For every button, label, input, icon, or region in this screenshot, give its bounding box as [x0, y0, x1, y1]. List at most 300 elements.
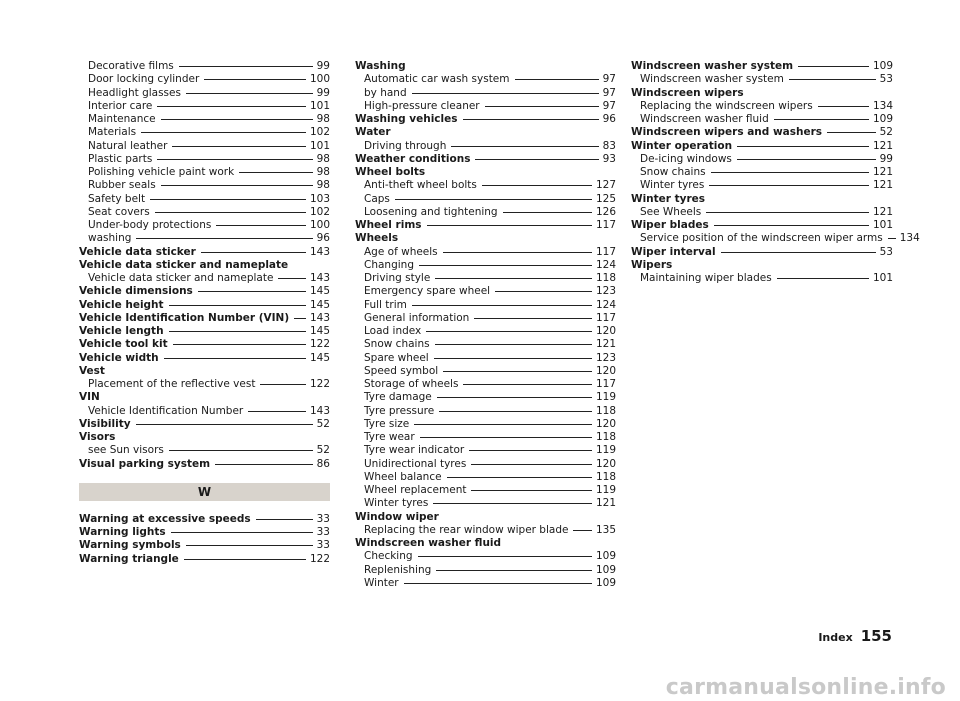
entry-page-number: 33 [316, 512, 330, 525]
entry-page-number: 83 [602, 139, 616, 152]
entry-term: Replacing the windscreen wipers [640, 99, 813, 112]
entry-term: Replacing the rear window wiper blade [364, 523, 569, 536]
entry-term: Replenishing [364, 563, 432, 576]
entry-term: Visibility [79, 417, 131, 430]
entry-term: washing [88, 232, 132, 245]
index-subentry [355, 352, 616, 365]
entry-term: Wiper interval [631, 245, 716, 258]
entry-term: Vehicle height [79, 298, 164, 311]
leader-line [439, 411, 592, 412]
index-entry [79, 285, 330, 298]
entry-term: Winter [364, 576, 399, 589]
index-subentry [79, 153, 330, 166]
entry-page-number: 53 [879, 245, 893, 258]
entry-term: Vehicle Identification Number (VIN) [79, 311, 290, 324]
index-entry [79, 513, 330, 526]
entry-term: Winter tyres [364, 497, 429, 510]
index-subentry [355, 272, 616, 285]
entry-term: Vehicle Identification Number [88, 404, 244, 417]
index-entry [631, 246, 893, 259]
index-subentry [79, 100, 330, 113]
index-entry [631, 60, 893, 73]
entry-term: Natural leather [88, 139, 168, 152]
entry-page-number: 120 [595, 364, 616, 377]
entry-term: Emergency spare wheel [364, 285, 491, 298]
entry-term: Interior care [88, 99, 153, 112]
leader-line [169, 331, 306, 332]
entry-term: Warning triangle [79, 552, 179, 565]
leader-line [495, 291, 592, 292]
entry-page-number: 52 [879, 126, 893, 139]
leader-line [469, 450, 592, 451]
entry-term: Washing vehicles [355, 113, 458, 125]
leader-line [278, 278, 306, 279]
entry-page-number: 126 [595, 205, 616, 218]
leader-line [436, 570, 592, 571]
entry-term: Windscreen wipers and washers [631, 126, 823, 139]
leader-line [827, 132, 876, 133]
entry-page-number: 99 [316, 60, 330, 72]
leader-line [437, 397, 592, 398]
entry-page-number: 100 [309, 73, 330, 86]
index-subentry [631, 232, 920, 245]
index-entry [355, 113, 616, 126]
index-subentry [355, 87, 616, 100]
entry-page-number: 52 [316, 417, 330, 430]
index-heading: Vehicle data sticker and nameplate [79, 258, 289, 271]
leader-line [451, 146, 598, 147]
entry-page-number: 98 [316, 166, 330, 178]
leader-line [774, 119, 869, 120]
entry-page-number: 121 [595, 497, 616, 510]
index-subentry [631, 100, 893, 113]
index-subentry [355, 471, 616, 484]
entry-term: Wiper blades [631, 219, 709, 231]
section-letter-heading: W [79, 483, 330, 501]
index-heading: Winter tyres [631, 192, 706, 205]
index-entry [79, 312, 330, 325]
leader-line [420, 437, 592, 438]
entry-page-number: 53 [879, 73, 893, 86]
entry-term: Seat covers [88, 205, 150, 218]
entry-term: Changing [364, 258, 414, 271]
entry-page-number: 119 [595, 484, 616, 496]
entry-term: Snow chains [364, 338, 430, 351]
leader-line [395, 199, 592, 200]
leader-line [204, 79, 306, 80]
index-subentry [355, 246, 616, 259]
entry-page-number: 123 [595, 285, 616, 298]
page-number: 155 [860, 627, 892, 645]
entry-term: Maintenance [88, 113, 156, 125]
leader-line [573, 530, 592, 531]
entry-term: De-icing windows [640, 152, 732, 165]
leader-line [482, 185, 592, 186]
leader-line [294, 318, 306, 319]
leader-line [714, 225, 869, 226]
entry-page-number: 109 [595, 550, 616, 563]
index-subentry [79, 140, 330, 153]
index-subentry [355, 564, 616, 577]
leader-line [173, 344, 306, 345]
index-subentry [355, 524, 616, 537]
entry-page-number: 103 [309, 192, 330, 205]
leader-line [184, 559, 306, 560]
entry-page-number: 102 [309, 126, 330, 139]
entry-page-number: 143 [309, 245, 330, 258]
index-column-3 [631, 60, 920, 285]
index-entry [631, 140, 893, 153]
entry-term: Wheel balance [364, 470, 442, 483]
entry-term: Maintaining wiper blades [640, 272, 772, 284]
entry-page-number: 101 [872, 219, 893, 231]
entry-term: Windscreen washer system [631, 60, 794, 72]
leader-line [818, 106, 869, 107]
entry-term: Visual parking system [79, 457, 211, 470]
entry-page-number: 121 [872, 139, 893, 152]
index-subentry [355, 312, 616, 325]
entry-term: Tyre wear [364, 431, 415, 443]
entry-term: Headlight glasses [88, 86, 181, 99]
index-subentry [355, 299, 616, 312]
entry-page-number: 97 [602, 73, 616, 86]
entry-term: see Sun visors [88, 444, 164, 457]
leader-line [136, 238, 312, 239]
leader-line [435, 278, 592, 279]
entry-page-number: 117 [595, 245, 616, 258]
entry-term: Vehicle dimensions [79, 285, 193, 298]
leader-line [169, 305, 306, 306]
entry-page-number: 145 [309, 351, 330, 364]
entry-term: Under-body protections [88, 219, 212, 231]
entry-page-number: 121 [872, 166, 893, 178]
entry-term: Tyre damage [364, 391, 432, 404]
index-entry [79, 553, 330, 566]
leader-line [198, 291, 306, 292]
entry-term: Warning symbols [79, 539, 181, 552]
index-subentry [79, 193, 330, 206]
leader-line [172, 146, 306, 147]
index-entry [79, 526, 330, 539]
leader-line [515, 79, 599, 80]
entry-term: High-pressure cleaner [364, 99, 480, 112]
index-subentry [631, 206, 893, 219]
entry-term: Warning lights [79, 526, 166, 538]
leader-line [474, 318, 592, 319]
index-subentry [79, 166, 330, 179]
entry-page-number: 125 [595, 192, 616, 205]
index-subentry [79, 113, 330, 126]
entry-page-number: 135 [595, 523, 616, 536]
entry-term: Spare wheel [364, 351, 429, 364]
entry-page-number: 52 [316, 444, 330, 457]
leader-line [157, 159, 312, 160]
index-subentry [631, 166, 893, 179]
index-subentry [355, 497, 616, 510]
index-heading: Washing [355, 60, 406, 72]
entry-term: Anti-theft wheel bolts [364, 179, 477, 192]
index-heading: Visors [79, 431, 116, 443]
entry-page-number: 134 [872, 99, 893, 112]
leader-line [471, 464, 592, 465]
index-heading: Window wiper [355, 510, 439, 523]
index-entry [79, 418, 330, 431]
leader-line [427, 225, 592, 226]
index-heading: Windscreen washer fluid [355, 537, 502, 549]
leader-line [161, 185, 313, 186]
index-heading: VIN [79, 391, 100, 404]
entry-page-number: 109 [595, 576, 616, 589]
index-entry [79, 539, 330, 552]
index-entry [355, 219, 616, 232]
index-entry [79, 299, 330, 312]
index-heading: Vest [79, 364, 105, 377]
leader-line [171, 532, 313, 533]
leader-line [414, 424, 592, 425]
entry-term: Vehicle data sticker [79, 245, 196, 258]
entry-term: Plastic parts [88, 152, 153, 165]
entry-page-number: 121 [595, 338, 616, 351]
index-subentry [355, 140, 616, 153]
entry-page-number: 86 [316, 457, 330, 470]
entry-page-number: 143 [309, 311, 330, 324]
index-entry [79, 338, 330, 351]
leader-line [711, 172, 869, 173]
leader-line [777, 278, 869, 279]
entry-page-number: 145 [309, 285, 330, 298]
entry-page-number: 145 [309, 298, 330, 311]
leader-line [169, 450, 313, 451]
entry-term: Vehicle data sticker and nameplate [88, 272, 274, 284]
entry-page-number: 119 [595, 391, 616, 404]
entry-page-number: 122 [309, 338, 330, 351]
index-entry [79, 352, 330, 365]
leader-line [471, 490, 591, 491]
entry-page-number: 118 [595, 404, 616, 417]
index-entry [79, 458, 330, 471]
entry-page-number: 121 [872, 205, 893, 218]
entry-page-number: 98 [316, 113, 330, 125]
entry-page-number: 117 [595, 311, 616, 324]
leader-line [164, 358, 306, 359]
leader-line [150, 199, 306, 200]
entry-term: Windscreen washer fluid [640, 113, 769, 125]
entry-page-number: 33 [316, 526, 330, 538]
entry-term: Loosening and tightening [364, 205, 498, 218]
index-entry [79, 325, 330, 338]
index-subentry [631, 73, 893, 86]
entry-page-number: 145 [309, 325, 330, 337]
entry-page-number: 99 [879, 152, 893, 165]
leader-line [503, 212, 592, 213]
index-entry [631, 126, 893, 139]
entry-page-number: 98 [316, 179, 330, 192]
leader-line [706, 212, 869, 213]
entry-page-number: 117 [595, 378, 616, 390]
index-subentry [355, 325, 616, 338]
index-subentry [355, 444, 616, 457]
index-subentry [355, 391, 616, 404]
entry-term: Service position of the windscreen wiper arms [640, 232, 883, 245]
index-heading: Wheels [355, 232, 399, 245]
entry-term: Wheel rims [355, 219, 422, 231]
leader-line [186, 93, 313, 94]
leader-line [475, 159, 598, 160]
entry-term: Weather conditions [355, 152, 471, 165]
index-heading: Windscreen wipers [631, 86, 744, 99]
entry-page-number: 123 [595, 351, 616, 364]
entry-term: Snow chains [640, 166, 706, 178]
entry-page-number: 118 [595, 470, 616, 483]
index-subentry [355, 418, 616, 431]
entry-page-number: 124 [595, 298, 616, 311]
index-subentry [355, 179, 616, 192]
index-subentry [355, 577, 616, 590]
entry-term: Winter operation [631, 139, 733, 152]
entry-page-number: 100 [309, 219, 330, 231]
leader-line [215, 464, 313, 465]
entry-term: Winter tyres [640, 179, 705, 192]
entry-term: Storage of wheels [364, 378, 459, 390]
entry-term: Materials [88, 126, 137, 139]
index-subentry [355, 73, 616, 86]
entry-page-number: 96 [316, 232, 330, 245]
footer-section-label: Index [818, 631, 853, 644]
leader-line [186, 545, 313, 546]
entry-term: Windscreen washer system [640, 73, 784, 86]
entry-page-number: 127 [595, 179, 616, 192]
index-subentry [79, 219, 330, 232]
index-subentry [355, 193, 616, 206]
entry-term: Tyre wear indicator [364, 444, 465, 457]
entry-page-number: 134 [899, 232, 920, 245]
entry-term: Checking [364, 550, 413, 563]
leader-line [248, 411, 306, 412]
index-subentry [355, 338, 616, 351]
index-subentry [355, 365, 616, 378]
leader-line [141, 132, 306, 133]
entry-term: Automatic car wash system [364, 73, 510, 86]
index-entry [631, 219, 893, 232]
index-subentry [631, 272, 893, 285]
leader-line [419, 265, 592, 266]
leader-line [798, 66, 869, 67]
leader-line [412, 305, 592, 306]
entry-page-number: 101 [309, 139, 330, 152]
index-subentry [631, 153, 893, 166]
entry-term: Unidirectional tyres [364, 457, 467, 470]
index-subentry [79, 232, 330, 245]
index-subentry [355, 259, 616, 272]
entry-page-number: 109 [595, 563, 616, 576]
entry-page-number: 121 [872, 179, 893, 192]
leader-line [443, 371, 592, 372]
entry-page-number: 93 [602, 152, 616, 165]
leader-line [463, 119, 599, 120]
entry-term: Placement of the reflective vest [88, 378, 256, 390]
entry-page-number: 120 [595, 457, 616, 470]
index-subentry [355, 378, 616, 391]
index-subentry [79, 87, 330, 100]
index-subentry [355, 206, 616, 219]
entry-term: Tyre pressure [364, 404, 435, 417]
page-footer [818, 627, 892, 645]
leader-line [789, 79, 876, 80]
entry-page-number: 122 [309, 552, 330, 565]
entry-page-number: 97 [602, 86, 616, 99]
entry-page-number: 117 [595, 219, 616, 231]
leader-line [216, 225, 306, 226]
leader-line [737, 146, 869, 147]
leader-line [136, 424, 313, 425]
index-subentry [79, 405, 330, 418]
leader-line [888, 238, 896, 239]
index-subentry [79, 60, 330, 73]
leader-line [485, 106, 599, 107]
entry-term: Warning at excessive speeds [79, 512, 251, 525]
entry-term: Door locking cylinder [88, 73, 200, 86]
index-subentry [79, 206, 330, 219]
entry-page-number: 143 [309, 272, 330, 284]
leader-line [433, 503, 592, 504]
entry-term: Tyre size [364, 417, 410, 430]
leader-line [157, 106, 306, 107]
entry-term: Vehicle width [79, 351, 159, 364]
index-heading: Wheel bolts [355, 166, 426, 178]
leader-line [239, 172, 312, 173]
index-entry [79, 246, 330, 259]
entry-page-number: 96 [602, 113, 616, 125]
leader-line [463, 384, 592, 385]
index-subentry [355, 100, 616, 113]
entry-page-number: 98 [316, 152, 330, 165]
leader-line [256, 519, 313, 520]
entry-term: Rubber seals [88, 179, 156, 192]
entry-term: Vehicle tool kit [79, 338, 168, 351]
entry-term: General information [364, 311, 470, 324]
entry-term: Age of wheels [364, 245, 438, 258]
entry-page-number: 101 [872, 272, 893, 284]
entry-term: Load index [364, 325, 422, 337]
entry-term: Decorative films [88, 60, 174, 72]
entry-page-number: 118 [595, 431, 616, 443]
index-subentry [355, 405, 616, 418]
entry-page-number: 33 [316, 539, 330, 552]
entry-page-number: 119 [595, 444, 616, 457]
leader-line [434, 358, 592, 359]
index-subentry [79, 444, 330, 457]
index-subentry [631, 113, 893, 126]
index-heading: Water [355, 126, 391, 139]
entry-page-number: 124 [595, 258, 616, 271]
leader-line [447, 477, 592, 478]
entry-page-number: 102 [309, 205, 330, 218]
index-subentry [355, 484, 616, 497]
index-subentry [79, 179, 330, 192]
entry-term: by hand [364, 86, 407, 99]
entry-term: Caps [364, 192, 390, 205]
index-column-1 [79, 60, 330, 566]
leader-line [404, 583, 592, 584]
entry-term: See Wheels [640, 205, 702, 218]
leader-line [161, 119, 313, 120]
entry-term: Wheel replacement [364, 484, 467, 496]
leader-line [260, 384, 306, 385]
leader-line [418, 556, 592, 557]
leader-line [721, 252, 876, 253]
entry-term: Safety belt [88, 192, 146, 205]
entry-page-number: 99 [316, 86, 330, 99]
